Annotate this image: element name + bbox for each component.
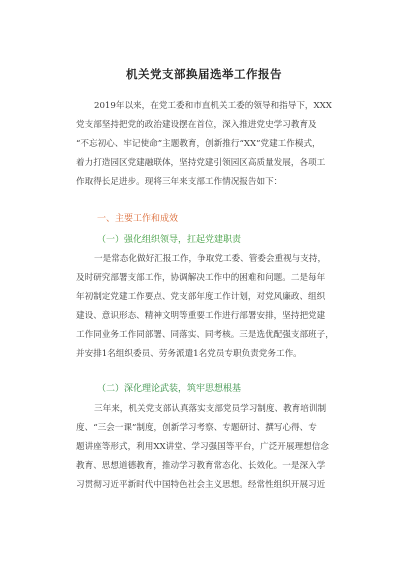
- body-line: 并安排1名组织委员、劳务派遣1名党员专职负责党务工作。: [76, 349, 302, 359]
- subsection-heading-theory: （二）深化理论武装，筑牢思想根基: [97, 384, 242, 394]
- section-heading-main-work: 一、主要工作和成效: [97, 214, 179, 224]
- intro-line: “不忘初心、牢记使命”主题教育，创新推行“XX”党建工作模式，: [76, 139, 321, 149]
- body-line: 题讲座等形式，利用XX讲堂、学习强国等平台，广泛开展理想信念: [76, 442, 329, 452]
- subsection-1-paragraph: [76, 250, 346, 364]
- body-line: 及时研究部署支部工作，协调解决工作中的困难和问题。二是每年: [76, 273, 326, 283]
- intro-line: 着力打造园区党建融联体，坚持党建引领园区高质量发展，各项工: [76, 158, 326, 168]
- body-line: 年初制定党建工作要点、党支部年度工作计划，对党风廉政、组织: [76, 292, 326, 302]
- body-line: 习贯彻习近平新时代中国特色社会主义思想。经常性组织开展习近: [76, 480, 326, 490]
- subsection-heading-organization: （一）强化组织领导，扛起党建职责: [97, 235, 242, 245]
- subsection-2-paragraph: [76, 400, 346, 495]
- intro-line: 党支部坚持把党的政治建设摆在首位，深入推进党史学习教育及: [76, 120, 317, 130]
- body-line: 工作同业务工作同部署、同落实、同考核。三是选优配强支部班子，: [76, 330, 334, 340]
- document-title: 机关党支部换届选举工作报告: [126, 67, 282, 81]
- body-line: 建设、意识形态、精神文明等重要工作进行部署安排，坚持把党建: [76, 311, 326, 321]
- body-line: 教育、思想道德教育，推动学习教育常态化、长效化。一是深入学: [76, 461, 326, 471]
- intro-line: 作取得长足进步。现将三年来支部工作情况报告如下：: [76, 177, 283, 187]
- body-line: 一是常态化做好汇报工作，争取党工委、管委会重视与支持，: [94, 254, 327, 264]
- body-line: 度、“三会一课”制度，创新学习考察、专题研讨、撰写心得、专: [76, 423, 317, 433]
- intro-paragraph: [76, 97, 346, 192]
- body-line: 三年来，机关党支部认真落实支部党员学习制度、教育培训制: [94, 404, 327, 414]
- intro-line: 2019年以来，在党工委和市直机关工委的领导和指导下，XXX: [94, 101, 332, 111]
